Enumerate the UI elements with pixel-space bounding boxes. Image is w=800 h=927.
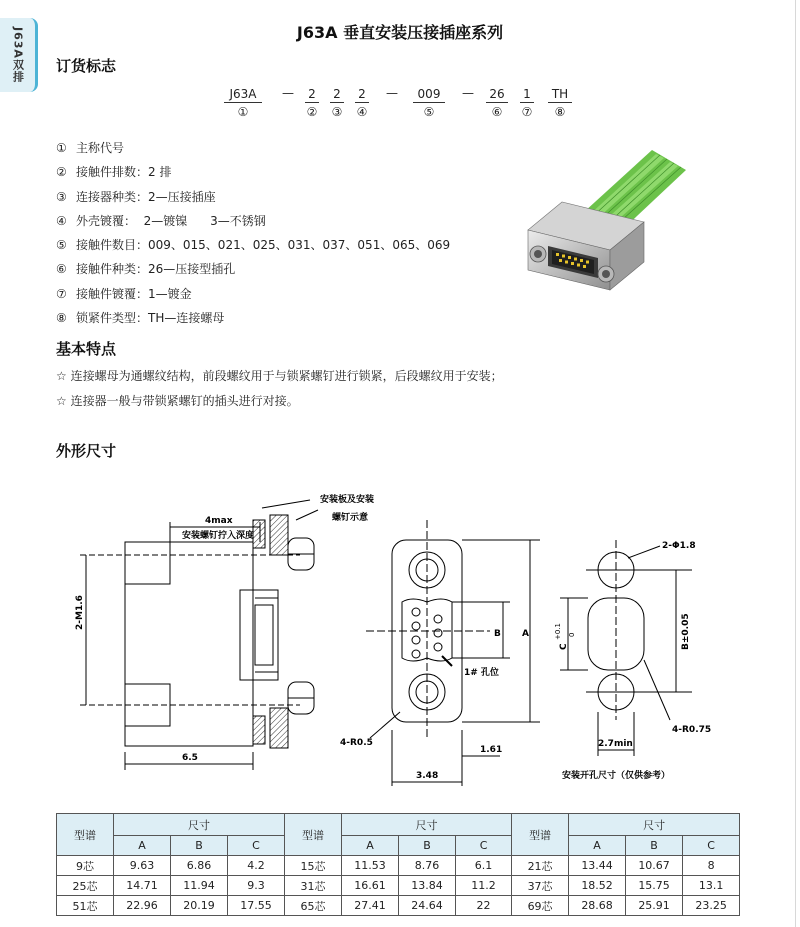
item-text: 外壳镀覆： 2—镀镍 3—不锈钢	[76, 213, 266, 228]
table-cell: 9.63	[114, 856, 171, 876]
feature-item: ☆ 连接螺母为通螺纹结构，前段螺纹用于与锁紧螺钉进行锁紧，后段螺纹用于安装；	[56, 369, 503, 383]
code-num: ④	[356, 105, 368, 119]
table-cell: 25.91	[626, 896, 683, 916]
ordering-items	[56, 136, 450, 330]
item-text: 连接器种类：2—压接插座	[76, 189, 216, 204]
table-cell: 69芯	[512, 896, 569, 916]
code-dash: —	[462, 86, 474, 100]
table-cell: 9芯	[57, 856, 114, 876]
code-seg: 2	[355, 86, 369, 103]
table-cell: 18.52	[569, 876, 626, 896]
code-dash: —	[386, 86, 398, 100]
code-part	[330, 86, 344, 121]
cutout-view	[560, 540, 692, 756]
table-header-size: 尺寸	[569, 814, 740, 836]
table-row	[57, 856, 740, 876]
code-seg: 2	[305, 86, 319, 103]
table-cell: 8	[683, 856, 740, 876]
ordering-item	[56, 306, 450, 330]
item-text: 接触件镀覆：1—镀金	[76, 286, 192, 301]
code-num: ③	[331, 105, 343, 119]
code-num: ⑥	[491, 105, 503, 119]
dim-r05: 4-R0.5	[340, 738, 373, 748]
item-text: 接触件数目：009、015、021、025、031、037、051、065、069	[76, 238, 451, 253]
table-subheader-a: A	[342, 836, 399, 856]
item-mark: ⑥	[56, 262, 67, 277]
dimension-table	[56, 813, 740, 916]
side-tab-label: J63A双排	[11, 27, 25, 83]
table-cell: 65芯	[285, 896, 342, 916]
table-subheader-c: C	[456, 836, 512, 856]
ordering-heading: 订货标志	[56, 57, 117, 75]
table-cell: 23.25	[683, 896, 740, 916]
code-seg: 26	[486, 86, 508, 103]
dim-r075: 4-R0.75	[672, 725, 712, 735]
table-subheader-row	[57, 836, 740, 856]
item-mark: ⑤	[56, 238, 67, 253]
table-header-model: 型谱	[512, 814, 569, 856]
table-cell: 8.76	[399, 856, 456, 876]
ordering-item	[56, 282, 450, 306]
dim-2-7min: 2.7min	[598, 739, 633, 749]
table-cell: 11.53	[342, 856, 399, 876]
table-cell: 16.61	[342, 876, 399, 896]
page-title: J63A 垂直安装压接插座系列	[296, 23, 504, 42]
table-subheader-b: B	[171, 836, 228, 856]
ordering-item	[56, 185, 450, 209]
item-text: 接触件排数：2 排	[76, 165, 172, 180]
code-dash: —	[282, 86, 294, 100]
code-part	[224, 86, 262, 121]
dim-3-48: 3.48	[416, 771, 439, 781]
item-mark: ②	[56, 165, 67, 180]
feature-item: ☆ 连接器一般与带锁紧螺钉的插头进行对接。	[56, 394, 299, 408]
product-image	[524, 150, 694, 314]
code-part	[548, 86, 572, 121]
table-cell: 13.1	[683, 876, 740, 896]
code-part	[520, 86, 534, 121]
table-cell: 15芯	[285, 856, 342, 876]
item-mark: ①	[56, 141, 67, 155]
ordering-code	[0, 86, 800, 126]
dim-b-tol: B±0.05	[681, 613, 691, 650]
table-cell: 10.67	[626, 856, 683, 876]
ordering-item	[56, 209, 450, 233]
item-text: 接触件种类：26—压接型插孔	[76, 262, 236, 277]
ordering-item	[56, 257, 450, 281]
table-cell: 24.64	[399, 896, 456, 916]
table-cell: 15.75	[626, 876, 683, 896]
dim-m16: 2-M1.6	[75, 595, 85, 630]
dim-4max: 4max	[205, 516, 233, 526]
table-row	[57, 876, 740, 896]
dim-c-lower: 0	[568, 632, 576, 637]
item-mark: ⑦	[56, 286, 67, 301]
table-cell: 20.19	[171, 896, 228, 916]
table-cell: 25芯	[57, 876, 114, 896]
table-cell: 37芯	[512, 876, 569, 896]
table-subheader-a: A	[114, 836, 171, 856]
dim-1-61: 1.61	[480, 745, 503, 755]
code-seg: 1	[520, 86, 534, 103]
item-mark: ⑧	[56, 311, 67, 326]
code-part	[486, 86, 508, 121]
dim-c: C	[559, 643, 569, 650]
cutout-caption: 安装开孔尺寸（仅供参考）	[562, 771, 671, 781]
code-num: ⑤	[423, 105, 435, 119]
label-panel-1: 安装板及安装	[320, 495, 375, 505]
code-seg: 2	[330, 86, 344, 103]
code-part	[305, 86, 319, 121]
code-num: ⑧	[554, 105, 566, 119]
table-cell: 13.84	[399, 876, 456, 896]
dim-screw-depth: 安装螺钉拧入深度	[182, 531, 255, 541]
table-cell: 6.1	[456, 856, 512, 876]
item-text: 主称代号	[76, 141, 125, 155]
table-header-model: 型谱	[57, 814, 114, 856]
table-subheader-c: C	[228, 836, 285, 856]
code-num: ①	[237, 105, 249, 119]
table-header-size: 尺寸	[114, 814, 285, 836]
table-cell: 14.71	[114, 876, 171, 896]
dim-c-upper: +0.1	[554, 623, 562, 640]
table-header-row	[57, 814, 740, 836]
table-subheader-a: A	[569, 836, 626, 856]
ordering-item	[56, 160, 450, 184]
table-cell: 28.68	[569, 896, 626, 916]
dim-6-5: 6.5	[182, 753, 198, 763]
table-cell: 13.44	[569, 856, 626, 876]
code-num: ②	[306, 105, 318, 119]
code-part	[355, 86, 369, 121]
table-cell: 11.2	[456, 876, 512, 896]
dim-a: A	[522, 629, 529, 639]
features-list	[56, 364, 503, 414]
label-panel-2: 螺钉示意	[332, 513, 369, 523]
code-seg: J63A	[224, 86, 262, 103]
table-row	[57, 896, 740, 916]
ordering-item	[56, 136, 450, 160]
item-mark: ④	[56, 213, 67, 228]
table-subheader-c: C	[683, 836, 740, 856]
table-cell: 9.3	[228, 876, 285, 896]
item-text: 锁紧件类型：TH—连接螺母	[76, 311, 225, 326]
code-part	[413, 86, 445, 121]
dim-phi18: 2-Φ1.8	[662, 541, 696, 551]
label-hole-1: 1# 孔位	[464, 668, 499, 678]
table-cell: 17.55	[228, 896, 285, 916]
outline-drawing	[0, 480, 800, 804]
table-cell: 4.2	[228, 856, 285, 876]
table-header-size: 尺寸	[342, 814, 512, 836]
code-num: ⑦	[521, 105, 533, 119]
table-cell: 21芯	[512, 856, 569, 876]
table-cell: 51芯	[57, 896, 114, 916]
code-seg: 009	[413, 86, 445, 103]
table-cell: 11.94	[171, 876, 228, 896]
item-mark: ③	[56, 189, 67, 204]
outline-heading: 外形尺寸	[56, 442, 117, 460]
table-header-model: 型谱	[285, 814, 342, 856]
table-cell: 22	[456, 896, 512, 916]
front-view	[366, 520, 540, 786]
features-heading: 基本特点	[56, 340, 117, 358]
table-cell: 31芯	[285, 876, 342, 896]
table-cell: 27.41	[342, 896, 399, 916]
code-seg: TH	[548, 86, 572, 103]
table-subheader-b: B	[399, 836, 456, 856]
ordering-item	[56, 233, 450, 257]
table-cell: 22.96	[114, 896, 171, 916]
dim-b: B	[494, 629, 501, 639]
table-cell: 6.86	[171, 856, 228, 876]
table-subheader-b: B	[626, 836, 683, 856]
